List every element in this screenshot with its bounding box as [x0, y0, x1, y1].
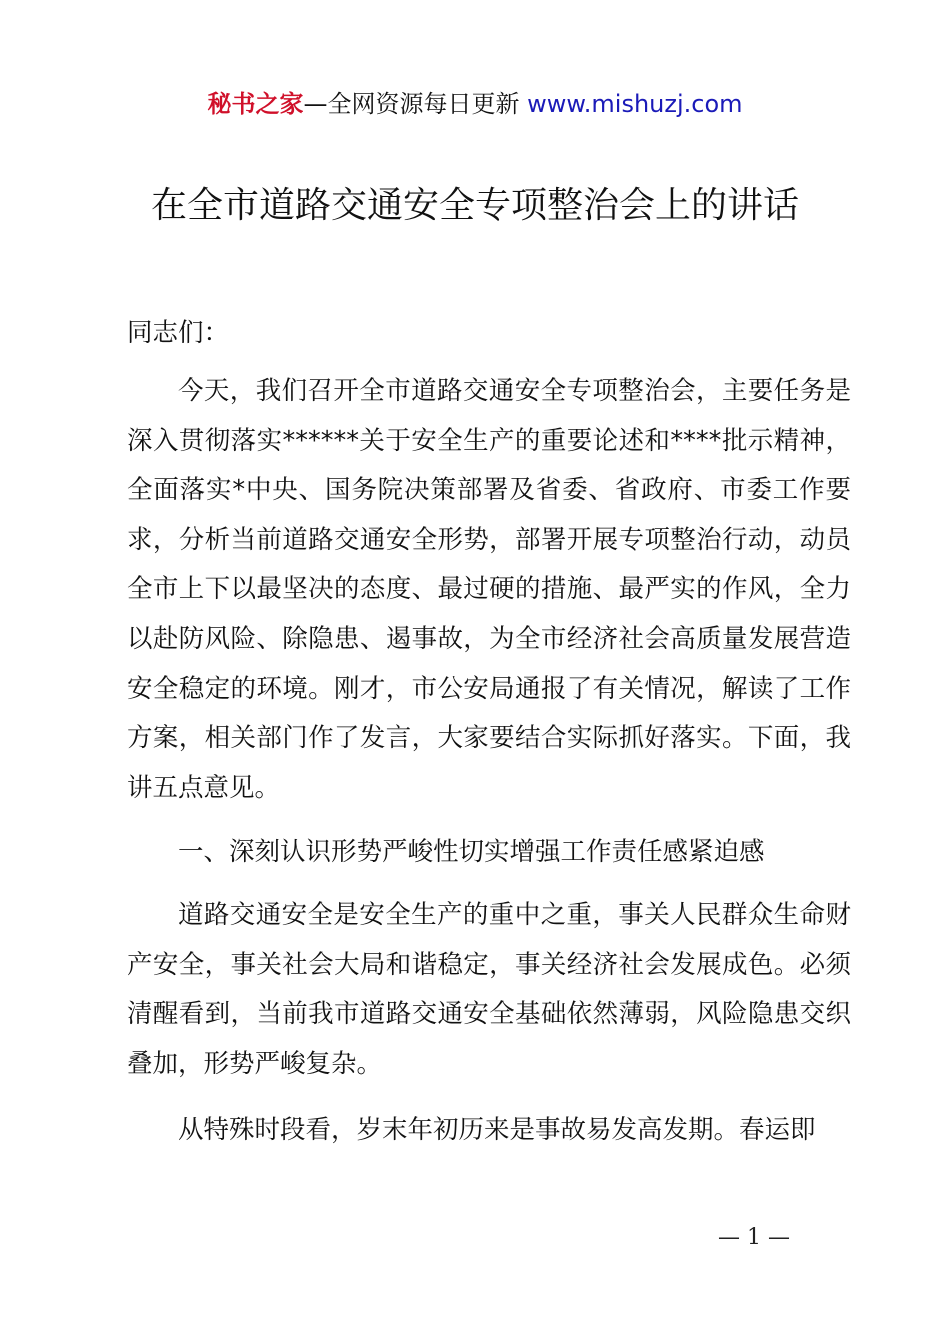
paragraph-situation: 道路交通安全是安全生产的重中之重，事关人民群众生命财产安全，事关社会大局和谐稳定，事关经济社会发展成色。必须清醒看到，当前我市道路交通安全基础依然薄弱，风险隐患交织叠加，形势严峻复杂。	[127, 900, 851, 1079]
salutation: 同志们：	[127, 318, 230, 348]
site-tagline: —全网资源每日更新	[303, 90, 528, 118]
paragraph-special-period: 从特殊时段看，岁末年初历来是事故易发高发期。春运即	[178, 1115, 816, 1145]
site-header	[0, 86, 950, 122]
paragraph-intro: 今天，我们召开全市道路交通安全专项整治会，主要任务是深入贯彻落实******关于安全生产的重要论述和****批示精神，全面落实*中央、国务院决策部署及省委、省政府、市委工作要求，分析当前道路交通安全形势，部署开展专项整治行动，动员全市上下以最坚决的态度、最过硬的措施、最严实的作风，全力以赴防风险、除隐患、遏事故，为全市经济社会高质量发展营造安全稳定的环境。刚才，市公安局通报了有关情况，解读了工作方案，相关部门作了发言，大家要结合实际抓好落实。下面，我讲五点意见。	[127, 376, 851, 803]
site-url-link[interactable]: www.mishuzj.com	[527, 90, 743, 118]
document-title: 在全市道路交通安全专项整治会上的讲话	[150, 185, 799, 226]
section-heading-1: 一、深刻认识形势严峻性切实增强工作责任感紧迫感	[178, 837, 765, 867]
page-number: — 1 —	[718, 1225, 790, 1250]
site-brand: 秘书之家	[207, 90, 304, 118]
